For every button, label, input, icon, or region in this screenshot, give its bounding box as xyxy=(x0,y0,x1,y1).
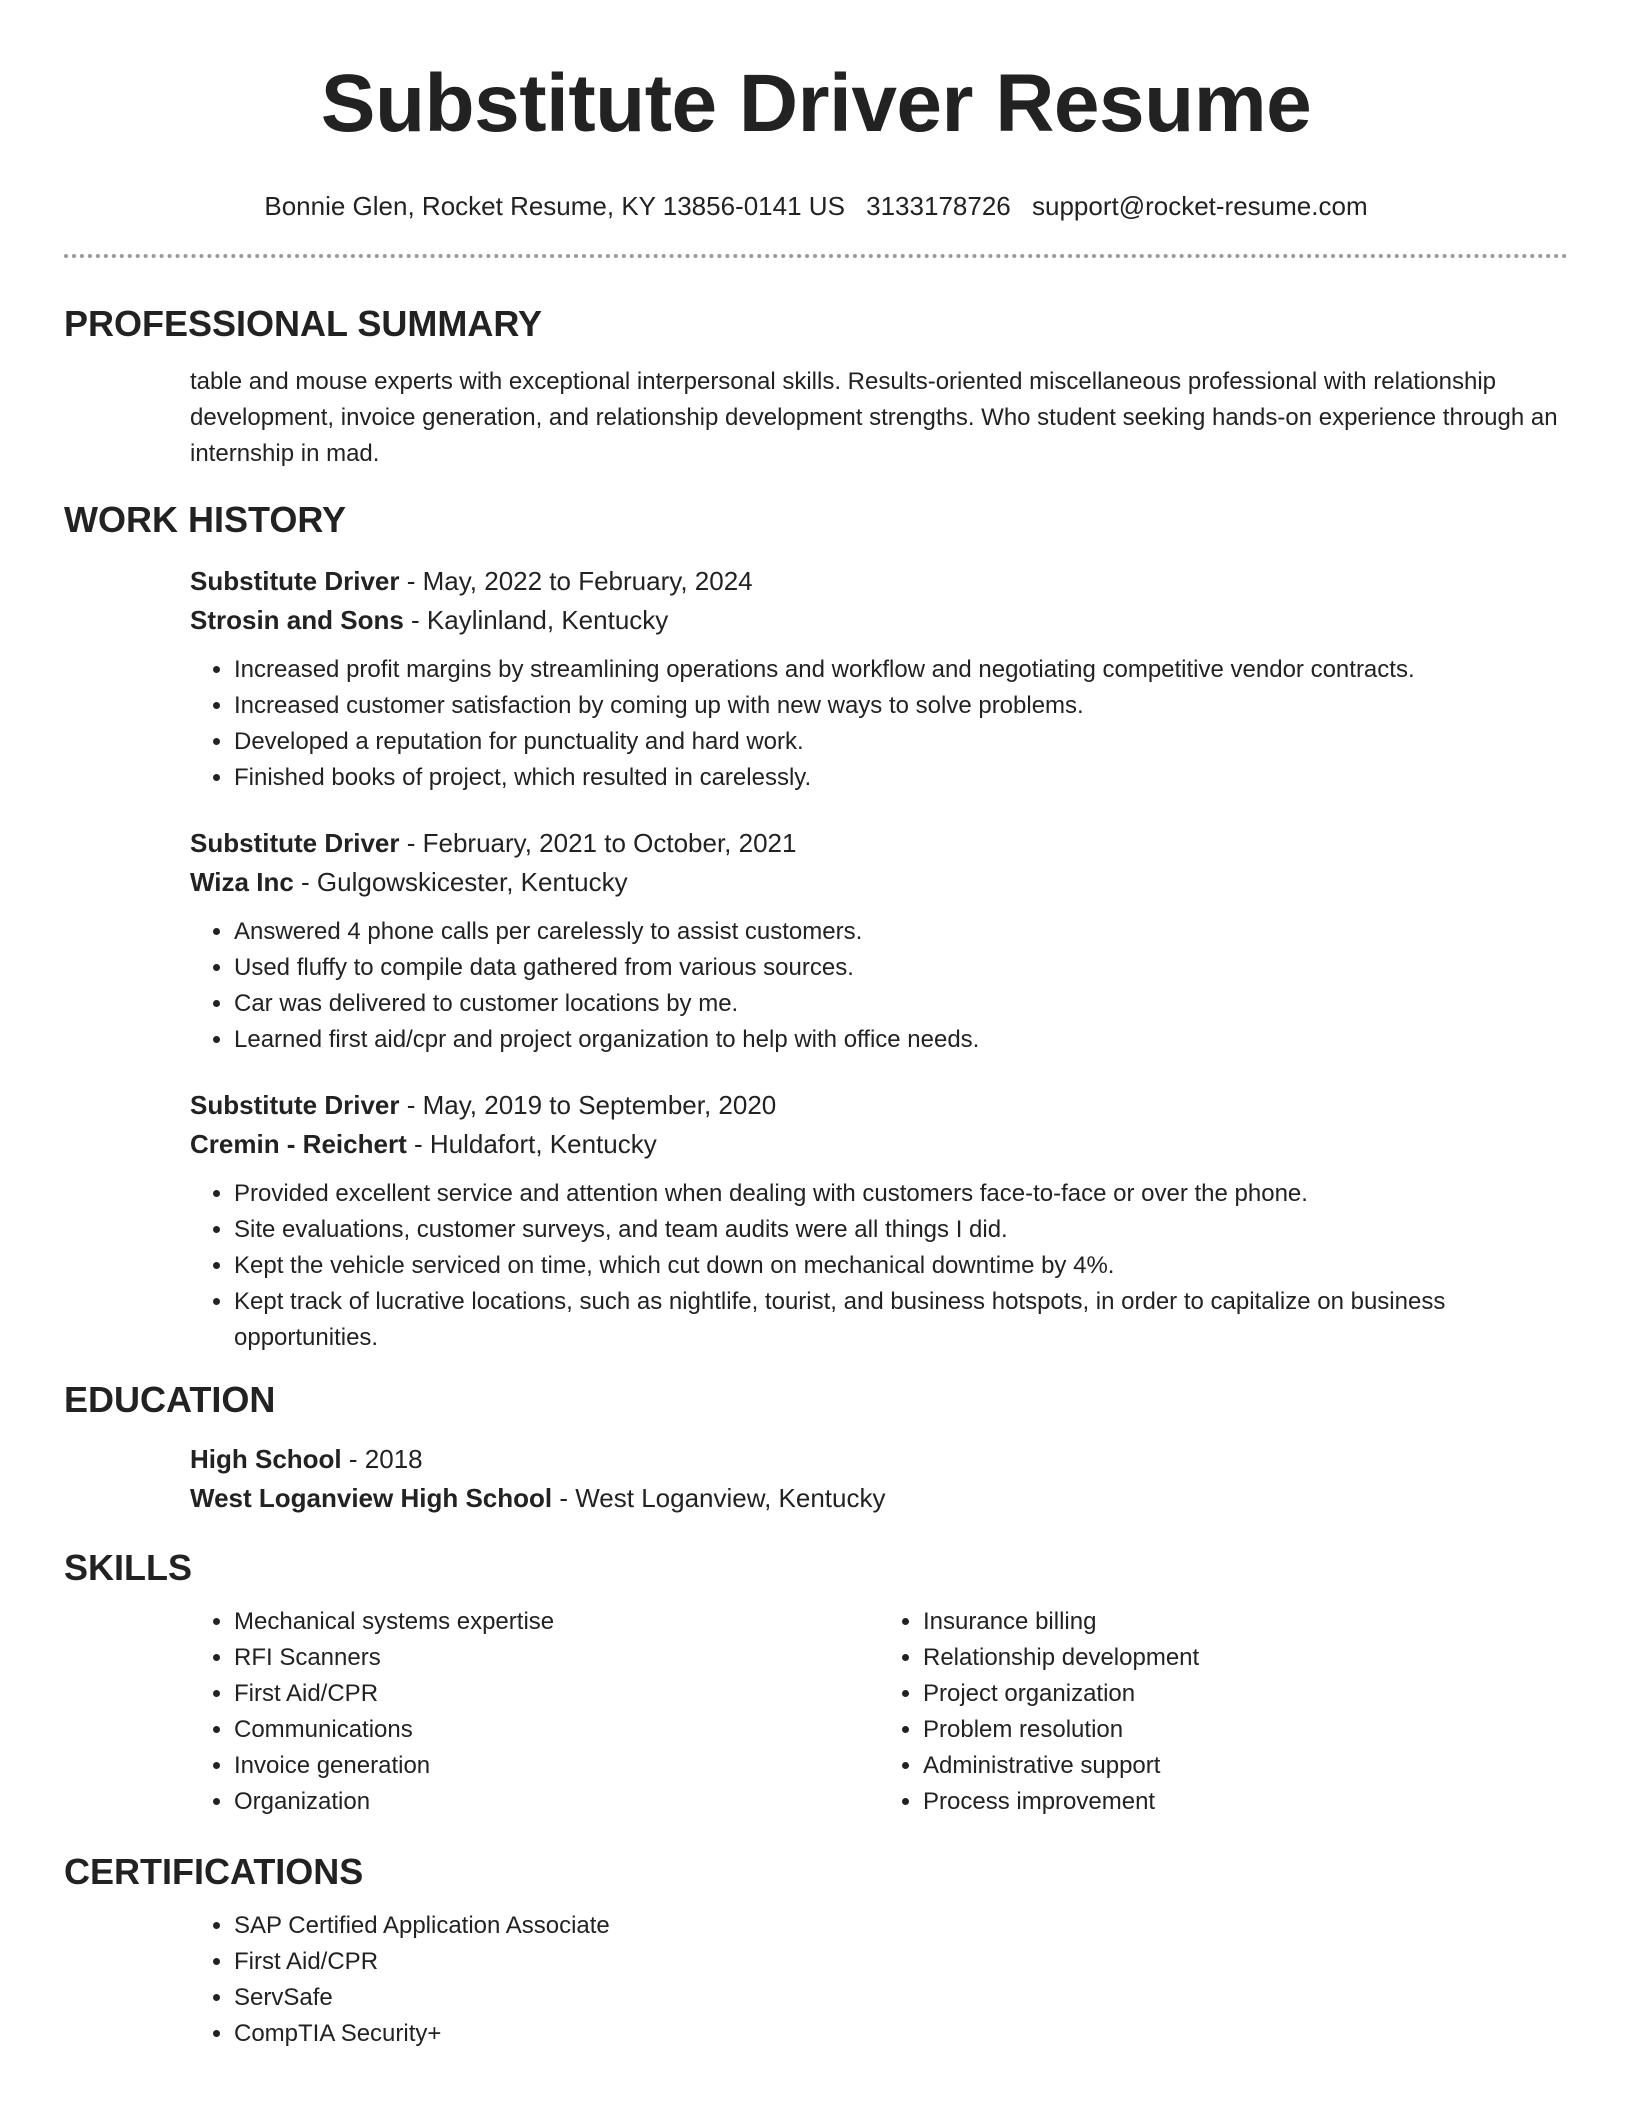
education-year: - 2018 xyxy=(341,1444,423,1474)
header-divider xyxy=(64,254,1568,258)
certifications-block xyxy=(190,1908,1568,2052)
list-item: • Finished books of project, which resulted in carelessly. xyxy=(234,760,1568,796)
list-item: • Mechanical systems expertise xyxy=(234,1604,879,1640)
job-company-line xyxy=(190,863,1568,902)
education-degree: High School xyxy=(190,1444,342,1474)
contact-email: support@rocket-resume.com xyxy=(1031,191,1368,221)
list-item: • Kept the vehicle serviced on time, which cut down on mechanical downtime by 4%. xyxy=(234,1248,1568,1284)
section-title-education: EDUCATION xyxy=(64,1379,276,1420)
job-company: Wiza Inc xyxy=(190,867,294,897)
list-item: • ServSafe xyxy=(234,1980,1568,2016)
list-item: • Administrative support xyxy=(923,1748,1568,1784)
section-title-certifications: CERTIFICATIONS xyxy=(64,1851,364,1892)
contact-phone: 3133178726 xyxy=(866,191,1011,221)
job-company: Cremin - Reichert xyxy=(190,1129,407,1159)
list-item: • Organization xyxy=(234,1784,879,1820)
summary-text: table and mouse experts with exceptional interpersonal skills. Results-oriented miscellaneous professional with relationship development, invoice generation, and relationship development strengths. Who student seeking hands-on experience through an internship in mad. xyxy=(190,368,1558,467)
list-item: • Kept track of lucrative locations, such as nightlife, tourist, and business hotspots, in order to capitalize on business opportunities. xyxy=(234,1284,1568,1356)
section-title-summary: PROFESSIONAL SUMMARY xyxy=(64,303,543,344)
list-item: • Car was delivered to customer locations by me. xyxy=(234,986,1568,1022)
skills-list-right xyxy=(879,1604,1568,1820)
education-location: - West Loganview, Kentucky xyxy=(552,1483,886,1513)
job-entry xyxy=(190,1086,1568,1356)
list-item: • RFI Scanners xyxy=(234,1640,879,1676)
list-item: • Increased customer satisfaction by coming up with new ways to solve problems. xyxy=(234,688,1568,724)
list-item: • Learned first aid/cpr and project organization to help with office needs. xyxy=(234,1022,1568,1058)
job-location: - Kaylinland, Kentucky xyxy=(403,605,669,635)
job-company-line xyxy=(190,601,1568,640)
job-role: Substitute Driver xyxy=(190,566,400,596)
job-company: Strosin and Sons xyxy=(190,605,404,635)
list-item: • Invoice generation xyxy=(234,1748,879,1784)
list-item: • Relationship development xyxy=(923,1640,1568,1676)
resume-title: Substitute Driver Resume xyxy=(320,58,1312,149)
list-item: • Process improvement xyxy=(923,1784,1568,1820)
list-item: • Site evaluations, customer surveys, and team audits were all things I did. xyxy=(234,1212,1568,1248)
education-school: West Loganview High School xyxy=(190,1483,553,1513)
job-entry xyxy=(190,562,1568,796)
job-role: Substitute Driver xyxy=(190,1090,400,1120)
job-location: - Gulgowskicester, Kentucky xyxy=(293,867,628,897)
contact-address: Bonnie Glen, Rocket Resume, KY 13856-0141 US xyxy=(264,191,845,221)
job-role: Substitute Driver xyxy=(190,828,400,858)
job-dates: - May, 2019 to September, 2020 xyxy=(399,1090,777,1120)
list-item: • Provided excellent service and attention when dealing with customers face-to-face or over the phone. xyxy=(234,1176,1568,1212)
skills-list-left xyxy=(190,1604,879,1820)
list-item: • Problem resolution xyxy=(923,1712,1568,1748)
list-item: • Insurance billing xyxy=(923,1604,1568,1640)
section-title-skills: SKILLS xyxy=(64,1547,193,1588)
job-company-line xyxy=(190,1125,1568,1164)
list-item: • Increased profit margins by streamlining operations and workflow and negotiating competitive vendor contracts. xyxy=(234,652,1568,688)
list-item: • Used fluffy to compile data gathered from various sources. xyxy=(234,950,1568,986)
job-dates: - February, 2021 to October, 2021 xyxy=(399,828,797,858)
list-item: • Project organization xyxy=(923,1676,1568,1712)
job-entry xyxy=(190,824,1568,1058)
education-school-line xyxy=(190,1479,1568,1518)
section-title-work: WORK HISTORY xyxy=(64,499,347,540)
certifications-list xyxy=(190,1908,1568,2052)
skills-grid xyxy=(190,1604,1568,1820)
list-item: • Communications xyxy=(234,1712,879,1748)
job-location: - Huldafort, Kentucky xyxy=(406,1129,657,1159)
list-item: • First Aid/CPR xyxy=(234,1676,879,1712)
list-item: • CompTIA Security+ xyxy=(234,2016,1568,2052)
job-role-line xyxy=(190,824,1568,863)
job-bullets xyxy=(190,914,1568,1058)
job-bullets xyxy=(190,652,1568,796)
job-bullets xyxy=(190,1176,1568,1356)
list-item: • First Aid/CPR xyxy=(234,1944,1568,1980)
job-role-line xyxy=(190,1086,1568,1125)
education-entry xyxy=(190,1440,1568,1518)
job-dates: - May, 2022 to February, 2024 xyxy=(399,566,753,596)
list-item: • Developed a reputation for punctuality and hard work. xyxy=(234,724,1568,760)
education-degree-line xyxy=(190,1440,1568,1479)
job-role-line xyxy=(190,562,1568,601)
list-item: • SAP Certified Application Associate xyxy=(234,1908,1568,1944)
list-item: • Answered 4 phone calls per carelessly to assist customers. xyxy=(234,914,1568,950)
contact-line xyxy=(0,190,1632,222)
